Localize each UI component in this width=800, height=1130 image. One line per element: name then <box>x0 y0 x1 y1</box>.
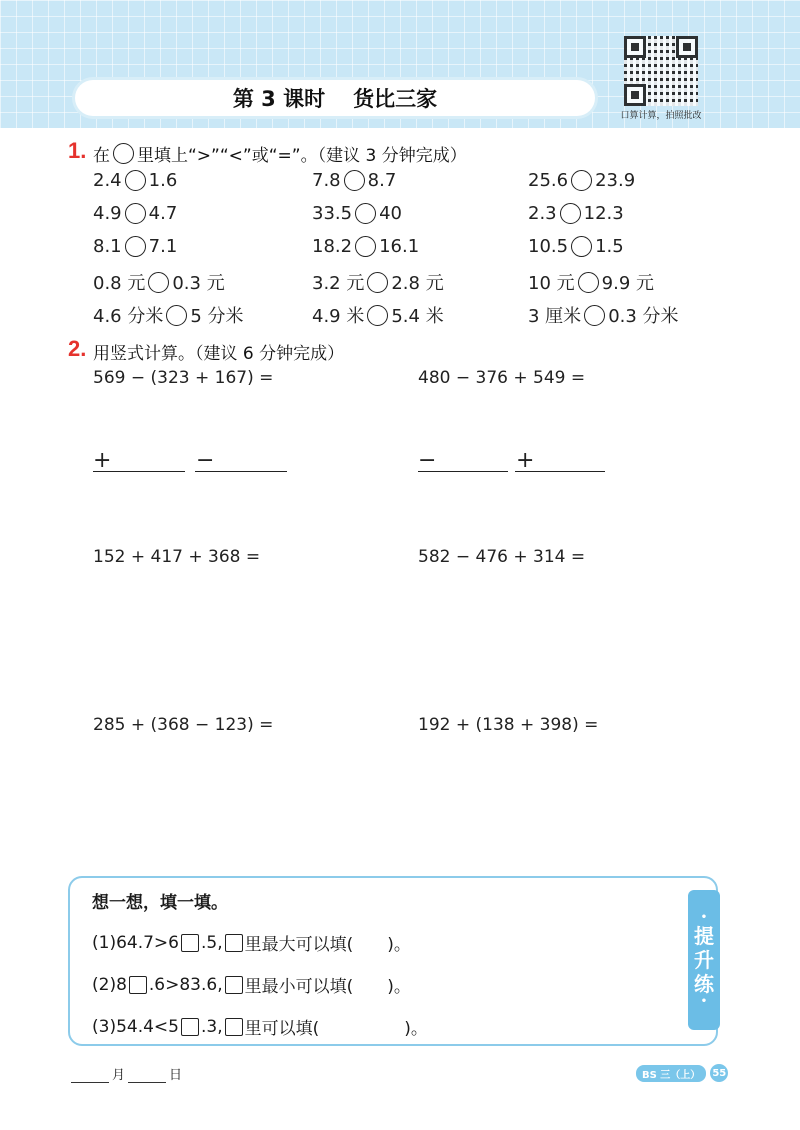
right-value: 1.6 <box>148 170 178 191</box>
answer-circle[interactable] <box>125 236 146 257</box>
page-number: 55 <box>710 1064 728 1082</box>
comparison-item <box>528 170 635 191</box>
comparison-item <box>93 236 177 257</box>
comparison-item <box>528 269 654 295</box>
answer-circle[interactable] <box>571 170 592 191</box>
month-blank[interactable] <box>71 1068 109 1083</box>
comparison-item <box>528 302 679 328</box>
left-value: 3 厘米 <box>528 306 582 327</box>
answer-circle[interactable] <box>355 236 376 257</box>
extension-tab: • 提 升 练 • <box>688 890 720 1030</box>
left-value: 4.9 米 <box>312 306 365 327</box>
comparison-item <box>93 170 177 191</box>
book-badge: BS 三（上） <box>636 1065 706 1082</box>
qr-caption: 口算计算，拍照批改 <box>620 111 702 121</box>
blank-box-icon <box>225 1018 243 1036</box>
left-value: 33.5 <box>312 203 353 224</box>
qr-code-icon[interactable] <box>624 36 698 106</box>
answer-circle[interactable] <box>344 170 365 191</box>
answer-circle[interactable] <box>367 305 388 326</box>
comparison-item <box>312 170 396 191</box>
calc-expression: 192 + (138 + 398) = <box>418 715 599 735</box>
page-footer <box>636 1064 728 1082</box>
operator-sign: − <box>196 448 215 473</box>
question-1-instruction: 在 里填上“>”“<”或“=”。（建议 3 分钟完成） <box>93 141 467 166</box>
right-value: 23.9 <box>595 170 636 191</box>
left-value: 7.8 <box>312 170 341 191</box>
right-value: 5 分米 <box>190 306 244 327</box>
question-1-number: 1. <box>68 138 87 163</box>
left-value: 25.6 <box>528 170 569 191</box>
blank-box[interactable] <box>181 934 199 952</box>
right-value: 8.7 <box>367 170 397 191</box>
answer-line[interactable] <box>195 471 287 472</box>
left-value: 8.1 <box>93 236 122 257</box>
answer-line[interactable] <box>418 471 508 472</box>
right-value: 40 <box>379 203 402 224</box>
comparison-item <box>93 269 225 295</box>
right-value: 4.7 <box>148 203 178 224</box>
blank-box[interactable] <box>181 1018 199 1036</box>
day-blank[interactable] <box>128 1068 166 1083</box>
extension-item-2: (2)8 .6>83.6, 里最小可以填( )。 <box>92 974 411 997</box>
comparison-item <box>312 302 444 328</box>
date-field: 月 日 <box>68 1064 182 1083</box>
comparison-item <box>312 236 419 257</box>
comparison-item <box>93 203 177 224</box>
left-value: 10.5 <box>528 236 569 257</box>
comparison-item <box>528 203 624 224</box>
answer-circle[interactable] <box>355 203 376 224</box>
blank-box-icon <box>225 934 243 952</box>
right-value: 12.3 <box>583 203 624 224</box>
right-value: 5.4 米 <box>391 306 444 327</box>
answer-circle[interactable] <box>125 170 146 191</box>
answer-circle[interactable] <box>584 305 605 326</box>
right-value: 2.8 元 <box>391 273 444 294</box>
left-value: 2.4 <box>93 170 122 191</box>
extension-item-3: (3)54.4<5 .3, 里可以填( )。 <box>92 1016 428 1039</box>
left-value: 10 元 <box>528 273 575 294</box>
left-value: 0.8 元 <box>93 273 146 294</box>
answer-circle[interactable] <box>571 236 592 257</box>
right-value: 0.3 分米 <box>608 306 679 327</box>
extension-title: 想一想，填一填。 <box>92 893 228 913</box>
operator-sign: + <box>93 448 112 473</box>
answer-circle[interactable] <box>125 203 146 224</box>
question-2-number: 2. <box>68 336 87 361</box>
lesson-number: 第 3 课时 <box>232 87 326 111</box>
comparison-item <box>312 269 444 295</box>
operator-sign: − <box>418 448 437 473</box>
right-value: 0.3 元 <box>172 273 225 294</box>
operator-sign: + <box>516 448 535 473</box>
comparison-item <box>93 302 244 328</box>
calc-expression: 152 + 417 + 368 = <box>93 547 261 567</box>
left-value: 4.6 分米 <box>93 306 164 327</box>
extension-item-1: (1)64.7>6 .5, 里最大可以填( )。 <box>92 932 411 955</box>
calc-expression: 480 − 376 + 549 = <box>418 368 586 388</box>
answer-circle[interactable] <box>560 203 581 224</box>
answer-circle[interactable] <box>367 272 388 293</box>
calc-expression: 569 − (323 + 167) = <box>93 368 274 388</box>
blank-box[interactable] <box>129 976 147 994</box>
left-value: 3.2 元 <box>312 273 365 294</box>
right-value: 7.1 <box>148 236 178 257</box>
left-value: 18.2 <box>312 236 353 257</box>
answer-line[interactable] <box>515 471 605 472</box>
question-2-instruction: 用竖式计算。（建议 6 分钟完成） <box>93 344 345 364</box>
circle-icon <box>113 143 134 164</box>
left-value: 2.3 <box>528 203 557 224</box>
answer-circle[interactable] <box>166 305 187 326</box>
right-value: 9.9 元 <box>601 273 654 294</box>
answer-line[interactable] <box>93 471 185 472</box>
calc-expression: 285 + (368 − 123) = <box>93 715 274 735</box>
page-title <box>75 80 595 116</box>
left-value: 4.9 <box>93 203 122 224</box>
lesson-title: 货比三家 <box>353 87 438 111</box>
comparison-item <box>312 203 402 224</box>
calc-expression: 582 − 476 + 314 = <box>418 547 586 567</box>
right-value: 16.1 <box>379 236 420 257</box>
answer-circle[interactable] <box>578 272 599 293</box>
right-value: 1.5 <box>595 236 624 257</box>
comparison-item <box>528 236 624 257</box>
answer-circle[interactable] <box>148 272 169 293</box>
blank-box-icon <box>225 976 243 994</box>
